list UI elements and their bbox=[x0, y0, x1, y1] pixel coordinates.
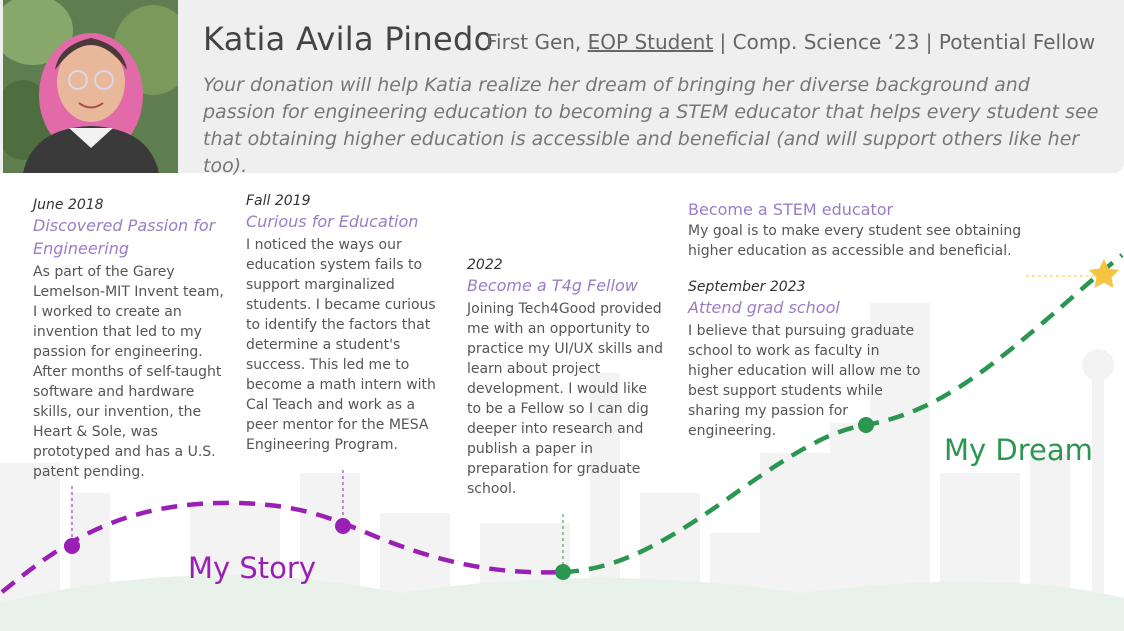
milestone-2022 bbox=[555, 564, 571, 580]
entry-title: Become a T4g Fellow bbox=[467, 276, 638, 295]
student-name: Katia Avila Pinedo bbox=[203, 20, 494, 58]
entry-date: 2022 bbox=[467, 257, 503, 273]
goal-star-icon bbox=[1089, 259, 1119, 288]
tagline-suffix: | Comp. Science ‘23 | Potential Fellow bbox=[713, 30, 1096, 54]
entry-description: Joining Tech4Good provided me with an opportunity to practice my UI/UX skills and learn about project development. I would like to be a Fellow so I can dig deeper into research and publish a paper in preparation for graduate school. bbox=[467, 301, 663, 497]
my-story-label: My Story bbox=[188, 551, 317, 585]
entry-description: I believe that pursuing graduate school to work as faculty in higher education will allow me to best support students while sharing my passion for engineering. bbox=[688, 323, 921, 439]
entry-title: Discovered Passion for Engineering bbox=[33, 216, 216, 258]
entry-description: I noticed the ways our education system fails to support marginalized students. I became curious to identify the factors that determine a student's success. This led me to become a math intern with Cal Teach and work as a peer mentor for the MESA Engineering Program. bbox=[246, 237, 436, 453]
my-dream-label: My Dream bbox=[944, 433, 1093, 467]
entry-description: My goal is to make every student see obtaining higher education as accessible and beneficial. bbox=[688, 223, 1022, 259]
eop-student-link[interactable]: EOP Student bbox=[587, 30, 714, 54]
entry-title: Attend grad school bbox=[688, 298, 840, 317]
milestone-june-2018 bbox=[64, 538, 80, 554]
entry-date: Fall 2019 bbox=[246, 193, 311, 209]
entry-description: As part of the Garey Lemelson-MIT Invent team, I worked to create an invention that led to my passion for engineering. After months of self-taught software and hardware skills, our invention, the Heart & Sole, was prototyped and has a U.S. patent pending. bbox=[33, 264, 224, 480]
entry-date: June 2018 bbox=[33, 197, 104, 213]
entry-title: Curious for Education bbox=[246, 212, 419, 231]
entry-title: Become a STEM educator bbox=[688, 200, 894, 219]
donation-mission-statement: Your donation will help Katia realize her dream of bringing her diverse background and passion for engineering education to becoming a STEM educator that helps every student see that obtaining higher education is accessible and beneficial (and will support others like her too). bbox=[203, 74, 1099, 177]
milestone-september-2023 bbox=[858, 417, 874, 433]
my-dream-path bbox=[563, 255, 1122, 572]
milestone-fall-2019 bbox=[335, 518, 351, 534]
tagline-prefix: First Gen, bbox=[486, 30, 588, 54]
entry-date: September 2023 bbox=[688, 279, 806, 295]
